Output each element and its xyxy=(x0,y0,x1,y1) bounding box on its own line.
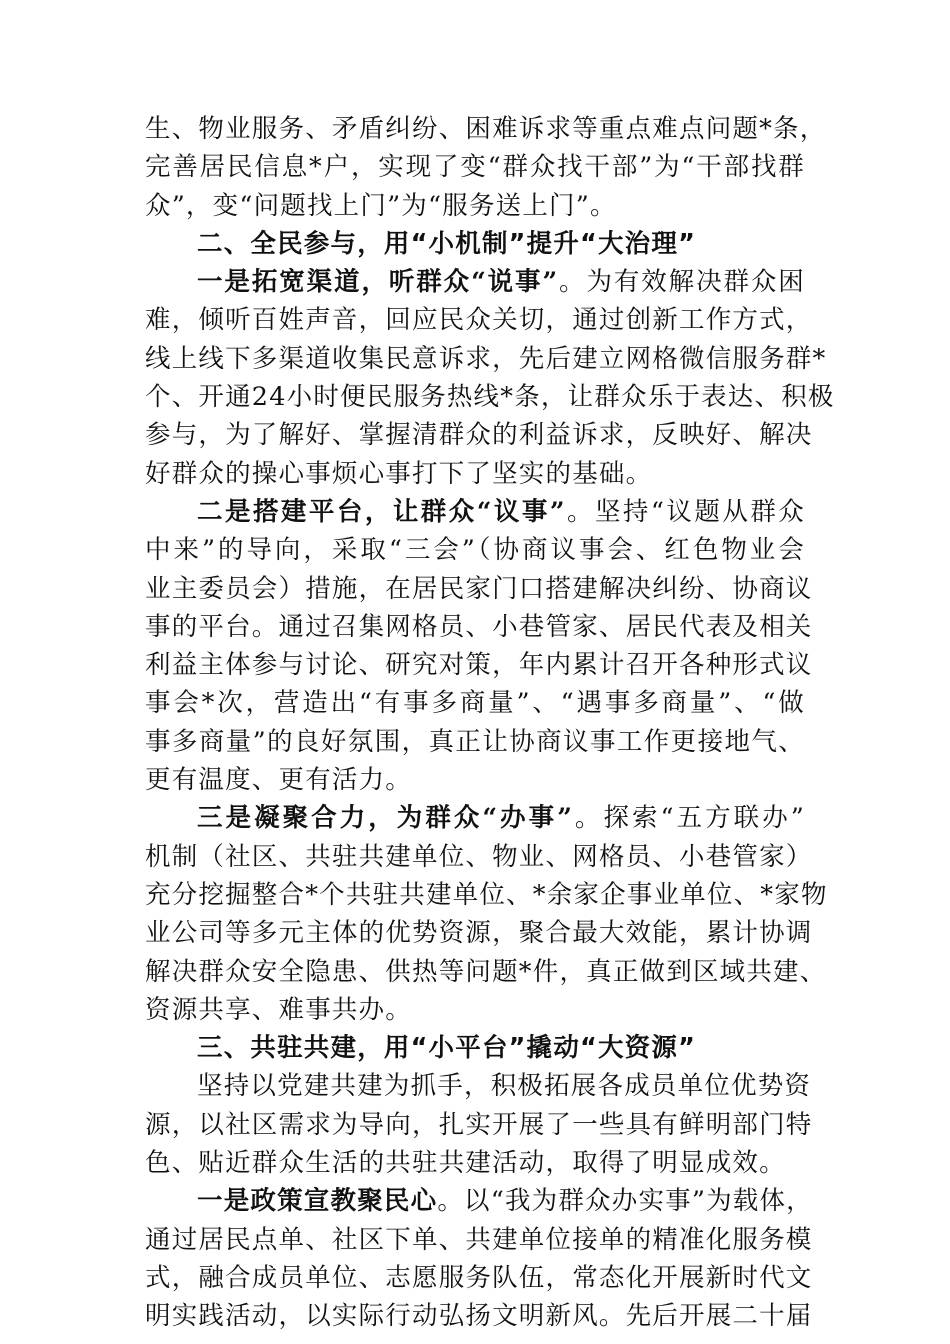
document-body xyxy=(145,110,835,1336)
paragraph xyxy=(145,1182,813,1335)
paragraph xyxy=(145,799,828,1029)
text-line: 线上线下多渠道收集民意诉求，先后建立网格微信服务群* xyxy=(145,343,827,374)
text-line: 好群众的操心事烦心事打下了坚实的基础。 xyxy=(145,458,653,489)
text-line: 业主委员会）措施，在居民家门口搭建解决纠纷、协商议 xyxy=(145,573,813,604)
text-line: 事的平台。通过召集网格员、小巷管家、居民代表及相关 xyxy=(145,611,813,642)
text-line: 众”，变“问题找上门”为“服务送上门”。 xyxy=(145,190,617,221)
section-heading: 二、全民参与，用“小机制”提升“大治理” xyxy=(197,228,697,259)
text-span: 。以“我为群众办实事”为载体， xyxy=(437,1186,813,1217)
text-span: 。探索“五方联办” xyxy=(573,803,805,834)
text-line: 式，融合成员单位、志愿服务队伍，常态化开展新时代文 xyxy=(145,1262,813,1293)
text-line: 源，以社区需求为导向，扎实开展了一些具有鲜明部门特 xyxy=(145,1109,813,1140)
text-line xyxy=(145,799,805,837)
paragraph-lead: 二是搭建平台，让群众“议事” xyxy=(197,496,566,527)
paragraph xyxy=(145,1067,813,1182)
text-line: 色、贴近群众生活的共驻共建活动，取得了明显成效。 xyxy=(145,1148,786,1179)
text-line: 业公司等多元主体的优势资源，聚合最大效能，累计协调 xyxy=(145,918,813,949)
text-line: 生、物业服务、矛盾纠纷、困难诉求等重点难点问题*条， xyxy=(145,114,827,144)
text-line: 事多商量”的良好氛围，真正让协商议事工作更接地气、 xyxy=(145,726,805,757)
paragraph-lead: 一是政策宣教聚民心 xyxy=(197,1186,438,1217)
text-span: 。坚持“议题从群众 xyxy=(565,496,806,527)
paragraph xyxy=(145,493,813,799)
text-line: 充分挖掘整合*个共驻共建单位、*余家企事业单位、*家物 xyxy=(145,879,828,910)
text-line: 中来”的导向，采取“三会”（协商议事会、红色物业会 xyxy=(145,535,805,566)
text-line: 参与，为了解好、掌握清群众的利益诉求，反映好、解决 xyxy=(145,420,813,451)
section-heading: 三、共驻共建，用“小平台”撬动“大资源” xyxy=(197,1033,697,1064)
text-line: 个、开通24小时便民服务热线*条，让群众乐于表达、积极 xyxy=(145,382,835,413)
text-line xyxy=(145,493,805,531)
text-line xyxy=(145,1182,813,1220)
text-line xyxy=(145,263,805,301)
text-line: 完善居民信息*户，实现了变“群众找干部”为“干部找群 xyxy=(145,152,805,183)
text-span: 。为有效解决群众困 xyxy=(558,267,805,298)
text-line: 通过居民点单、社区下单、共建单位接单的精准化服务模 xyxy=(145,1224,813,1255)
text-line: 难，倾听百姓声音，回应民众关切，通过创新工作方式， xyxy=(145,305,813,336)
text-line: 事会*次，营造出“有事多商量”、“遇事多商量”、“做 xyxy=(145,688,805,719)
text-line: 坚持以党建共建为抓手，积极拓展各成员单位优势资 xyxy=(197,1071,812,1102)
text-line: 利益主体参与讨论、研究对策，年内累计召开各种形式议 xyxy=(145,650,813,681)
text-line: 更有温度、更有活力。 xyxy=(145,765,413,796)
paragraph xyxy=(145,263,835,493)
paragraph-lead: 一是拓宽渠道，听群众“说事” xyxy=(197,267,559,298)
text-line: 资源共享、难事共办。 xyxy=(145,994,413,1025)
paragraph-lead: 三是凝聚合力，为群众“办事” xyxy=(197,803,574,834)
text-line: 机制（社区、共驻共建单位、物业、网格员、小巷管家） xyxy=(145,841,813,872)
text-line: 明实践活动，以实际行动弘扬文明新风。先后开展二十届 xyxy=(145,1301,813,1332)
paragraph xyxy=(145,110,827,225)
text-line: 解决群众安全隐患、供热等问题*件，真正做到区域共建、 xyxy=(145,956,827,987)
